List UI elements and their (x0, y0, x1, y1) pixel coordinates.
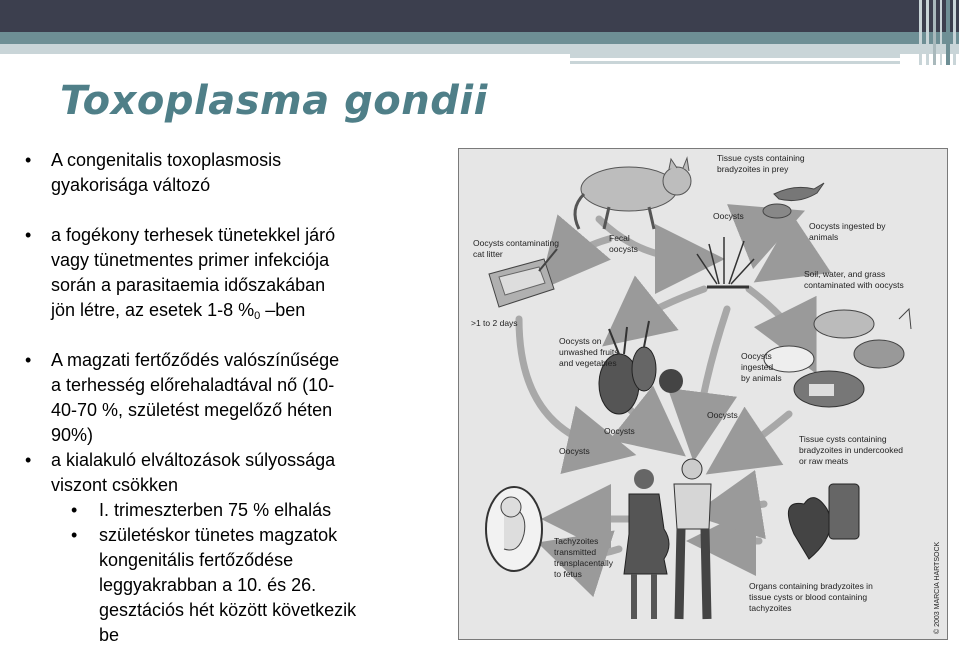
figure-label: transplacentally (554, 558, 614, 568)
figure-label: Soil, water, and grass (804, 269, 886, 279)
bullet-item: • A magzati fertőződés valószínűsége a terhesség előrehaladtával nő (10- 40-70 %, születést megelőző héten 90%) (25, 348, 425, 448)
cycle-arrow (624, 289, 704, 329)
figure-label: ingested (741, 362, 774, 372)
header-light-band (0, 44, 959, 54)
figure-label: oocysts (609, 244, 638, 254)
figure-label: Oocysts ingested by (809, 221, 886, 231)
fetus-illustration (486, 487, 542, 571)
figure-label: Oocysts (741, 351, 772, 361)
figure-copyright: © 2003 MARCIA HARTSOCK (934, 541, 941, 634)
figure-label: cat litter (473, 249, 503, 259)
blood-bag-illustration (829, 484, 859, 539)
figure-label: tachyzoites (749, 603, 792, 613)
figure-label: Oocysts on (559, 336, 602, 346)
figure-label: animals (809, 232, 839, 242)
header-accent-line (570, 54, 900, 58)
figure-label: Oocysts contaminating (473, 238, 559, 248)
cycle-arrow (719, 504, 764, 511)
bullet-item: • A congenitalis toxoplasmosis gyakorisága változó (25, 148, 425, 198)
figure-label: Tachyzoites (554, 536, 599, 546)
slide-title: Toxoplasma gondii (60, 78, 488, 124)
figure-label: contaminated with oocysts (804, 280, 904, 290)
header-accent-line (570, 61, 900, 64)
figure-label: Fecal (609, 233, 630, 243)
bullet-item: • a kialakuló elváltozások súlyossága viszont csökken (25, 448, 425, 498)
cycle-arrow (749, 289, 804, 349)
figure-label: to fetus (554, 569, 582, 579)
bird-illustration (774, 183, 824, 201)
header-teal-band (0, 32, 959, 44)
figure-label: tissue cysts or blood containing (749, 592, 868, 602)
header-stripes-decoration (919, 0, 959, 65)
plants-illustration (697, 237, 754, 287)
cat-illustration (575, 158, 691, 229)
bullet-item: • a fogékony terhesek tünetekkel járó vagy tünetmentes primer infekciója során a parasitaemia időszakában jön létre, az esetek 1-8 $\%_0$ –ben (25, 223, 425, 323)
figure-label: unwashed fruits (559, 347, 619, 357)
toxoplasma-life-cycle-figure (458, 148, 948, 640)
figure-label: transmitted (554, 547, 597, 557)
figure-label: Oocysts (604, 426, 635, 436)
mouse-illustration (763, 204, 791, 218)
pregnant-woman-illustration (624, 469, 669, 619)
header-dark-band (0, 0, 959, 32)
figure-label: >1 to 2 days (471, 318, 518, 328)
cycle-arrow (557, 239, 609, 269)
figure-label: Organs containing bradyzoites in (749, 581, 873, 591)
figure-label: or raw meats (799, 456, 849, 466)
figure-label: Tissue cysts containing (717, 153, 805, 163)
figure-label: and vegetables (559, 358, 617, 368)
figure-label: Oocysts (559, 446, 590, 456)
figure-label: bradyzoites in undercooked (799, 445, 903, 455)
man-illustration (674, 459, 711, 619)
cycle-arrow (759, 221, 779, 241)
sub-bullet-item: • születéskor tünetes magzatok kongenitális fertőződése leggyakrabban a 10. és 26. gesztációs hét között következik be (25, 523, 425, 648)
sub-bullet-item: • I. trimeszterben 75 % elhalás (25, 498, 425, 523)
figure-label: by animals (741, 373, 782, 383)
figure-label: bradyzoites in prey (717, 164, 789, 174)
figure-label: Oocysts (713, 211, 744, 221)
bullet-list (25, 148, 425, 648)
heart-illustration (788, 498, 830, 559)
figure-label: Tissue cysts containing (799, 434, 887, 444)
figure-label: Oocysts (707, 410, 738, 420)
cycle-arrow (777, 249, 799, 267)
cycle-arrow (729, 414, 789, 459)
